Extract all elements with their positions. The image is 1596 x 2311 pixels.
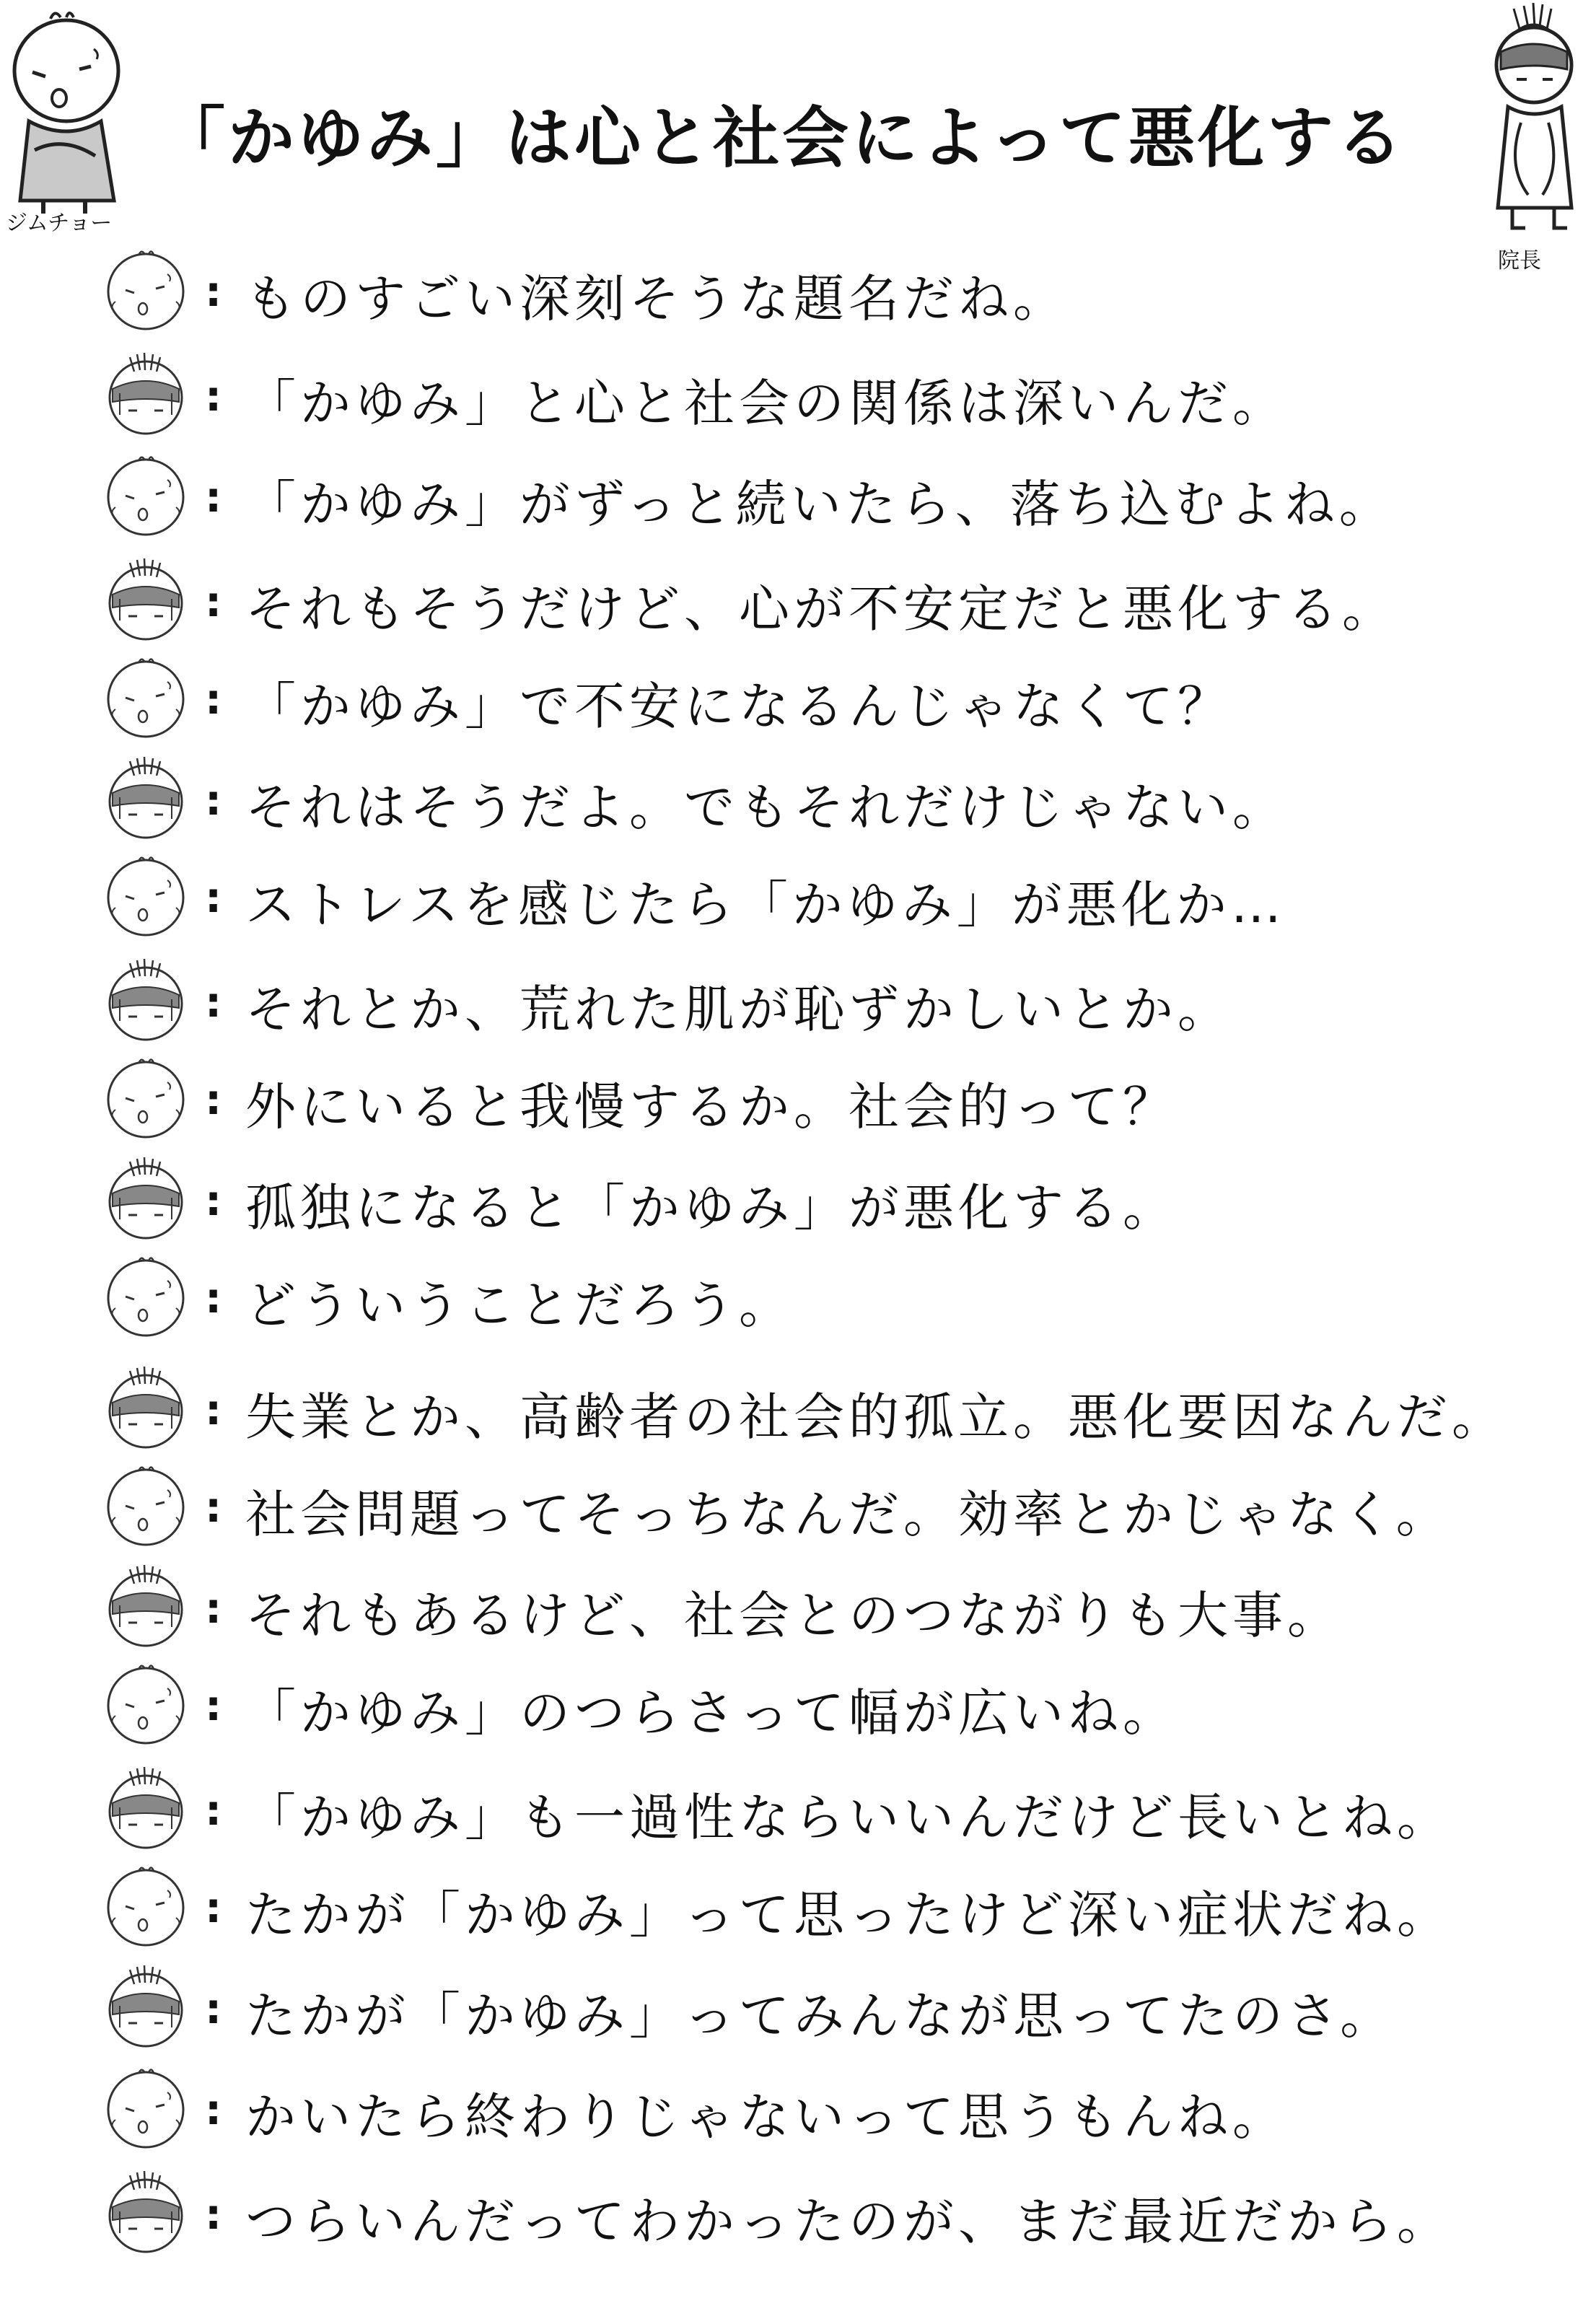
speaker-separator: : <box>205 372 222 421</box>
dialogue-line <box>0 1154 1596 1248</box>
speaker-separator: : <box>205 1483 222 1532</box>
incho-face-icon <box>101 1364 191 1454</box>
dialogue-text: それもそうだけど、心が不安定だと悪化する。 <box>245 579 1397 639</box>
dialogue-text: 「かゆみ」で不安になるんじゃなくて？ <box>245 677 1232 736</box>
dialogue-text: 社会問題ってそっちなんだ。効率とかじゃなく。 <box>245 1485 1451 1544</box>
incho-face-icon <box>101 956 191 1046</box>
dialogue-text: それもあるけど、社会とのつながりも大事。 <box>245 1586 1342 1645</box>
dialogue-text: たかが「かゆみ」ってみんなが思ってたのさ。 <box>245 1986 1395 2045</box>
speaker-separator: : <box>205 577 222 626</box>
incho-face-icon <box>101 556 191 646</box>
dialogue-line <box>0 245 1596 339</box>
dialogue-line <box>0 1861 1596 1955</box>
incho-face-icon <box>101 1963 191 2053</box>
speaker-separator: : <box>205 1385 222 1434</box>
speaker-separator: : <box>205 2190 222 2239</box>
dialogue-line <box>0 1764 1596 1858</box>
incho-portrait-icon <box>1479 0 1587 238</box>
jimucho-face-icon <box>101 851 191 942</box>
speaker-separator: : <box>205 1883 222 1932</box>
incho-face-icon <box>101 1562 191 1652</box>
jimucho-face-icon <box>101 653 191 743</box>
jimucho-face-icon <box>101 2064 191 2154</box>
dialogue-line <box>0 1659 1596 1753</box>
dialogue-line <box>0 1461 1596 1555</box>
dialogue-text: 「かゆみ」のつらさって幅が広いね。 <box>245 1683 1178 1742</box>
speaker-separator: : <box>205 776 222 825</box>
dialogue-text: 失業とか、高齢者の社会的孤立。悪化要因なんだ。 <box>245 1387 1507 1447</box>
speaker-separator: : <box>205 1681 222 1730</box>
speaker-separator: : <box>205 1176 222 1225</box>
dialogue-text: 「かゆみ」がずっと続いたら、落ち込むよね。 <box>245 475 1394 534</box>
dialogue-line <box>0 350 1596 444</box>
page-title: 「かゆみ」は心と社会によって悪化する <box>159 100 1406 177</box>
dialogue-line <box>0 451 1596 545</box>
jimucho-face-icon <box>101 245 191 336</box>
speaker-separator: : <box>205 473 222 522</box>
dialogue-line <box>0 1053 1596 1147</box>
speaker-separator: : <box>205 267 222 316</box>
dialogue-line <box>0 956 1596 1050</box>
speaker-separator: : <box>205 2085 222 2134</box>
dialogue-line <box>0 1252 1596 1346</box>
speaker-separator: : <box>205 1786 222 1835</box>
dialogue-text: たかが「かゆみ」って思ったけど深い症状だね。 <box>245 1885 1452 1944</box>
jimucho-label: ジムチョー <box>6 211 113 236</box>
jimucho-face-icon <box>101 451 191 541</box>
dialogue-line <box>0 1562 1596 1656</box>
incho-face-icon <box>101 1764 191 1854</box>
speaker-separator: : <box>205 1075 222 1124</box>
speaker-separator: : <box>205 675 222 724</box>
incho-face-icon <box>101 1154 191 1245</box>
dialogue-text: それとか、荒れた肌が恥ずかしいとか。 <box>245 980 1232 1039</box>
dialogue-text: かいたら終わりじゃないって思うもんね。 <box>245 2087 1287 2146</box>
speaker-separator: : <box>205 1273 222 1323</box>
dialogue-text: 孤独になると「かゆみ」が悪化する。 <box>245 1178 1178 1237</box>
jimucho-face-icon <box>101 1861 191 1952</box>
speaker-separator: : <box>205 873 222 922</box>
dialogue-text: ものすごい深刻そうな題名だね。 <box>245 269 1068 328</box>
dialogue-line <box>0 1963 1596 2056</box>
dialogue-text: 「かゆみ」と心と社会の関係は深いんだ。 <box>245 374 1287 433</box>
dialogue-line <box>0 851 1596 945</box>
dialogue-text: どういうことだろう。 <box>245 1276 794 1335</box>
speaker-separator: : <box>205 978 222 1027</box>
jimucho-face-icon <box>101 1461 191 1551</box>
dialogue-line <box>0 1364 1596 1457</box>
jimucho-face-icon <box>101 1053 191 1144</box>
incho-face-icon <box>101 2168 191 2258</box>
dialogue-text: それはそうだよ。でもそれだけじゃない。 <box>245 778 1287 837</box>
incho-face-icon <box>101 754 191 844</box>
dialogue-line <box>0 653 1596 747</box>
jimucho-portrait-icon <box>0 6 137 215</box>
dialogue-text: つらいんだってわかったのが、まだ最近だから。 <box>245 2192 1452 2251</box>
dialogue-line <box>0 2168 1596 2262</box>
jimucho-face-icon <box>101 1252 191 1342</box>
dialogue-text: 「かゆみ」も一過性ならいいんだけど長いとね。 <box>245 1788 1452 1847</box>
speaker-separator: : <box>205 1584 222 1633</box>
dialogue-line <box>0 2064 1596 2157</box>
dialogue-line <box>0 556 1596 649</box>
speaker-separator: : <box>205 1984 222 2033</box>
incho-face-icon <box>101 350 191 440</box>
incho-label: 院長 <box>1498 248 1541 273</box>
dialogue-text: ストレスを感じたら「かゆみ」が悪化か… <box>245 875 1286 934</box>
jimucho-face-icon <box>101 1659 191 1750</box>
dialogue-line <box>0 754 1596 848</box>
dialogue-text: 外にいると我慢するか。社会的って？ <box>245 1077 1178 1136</box>
